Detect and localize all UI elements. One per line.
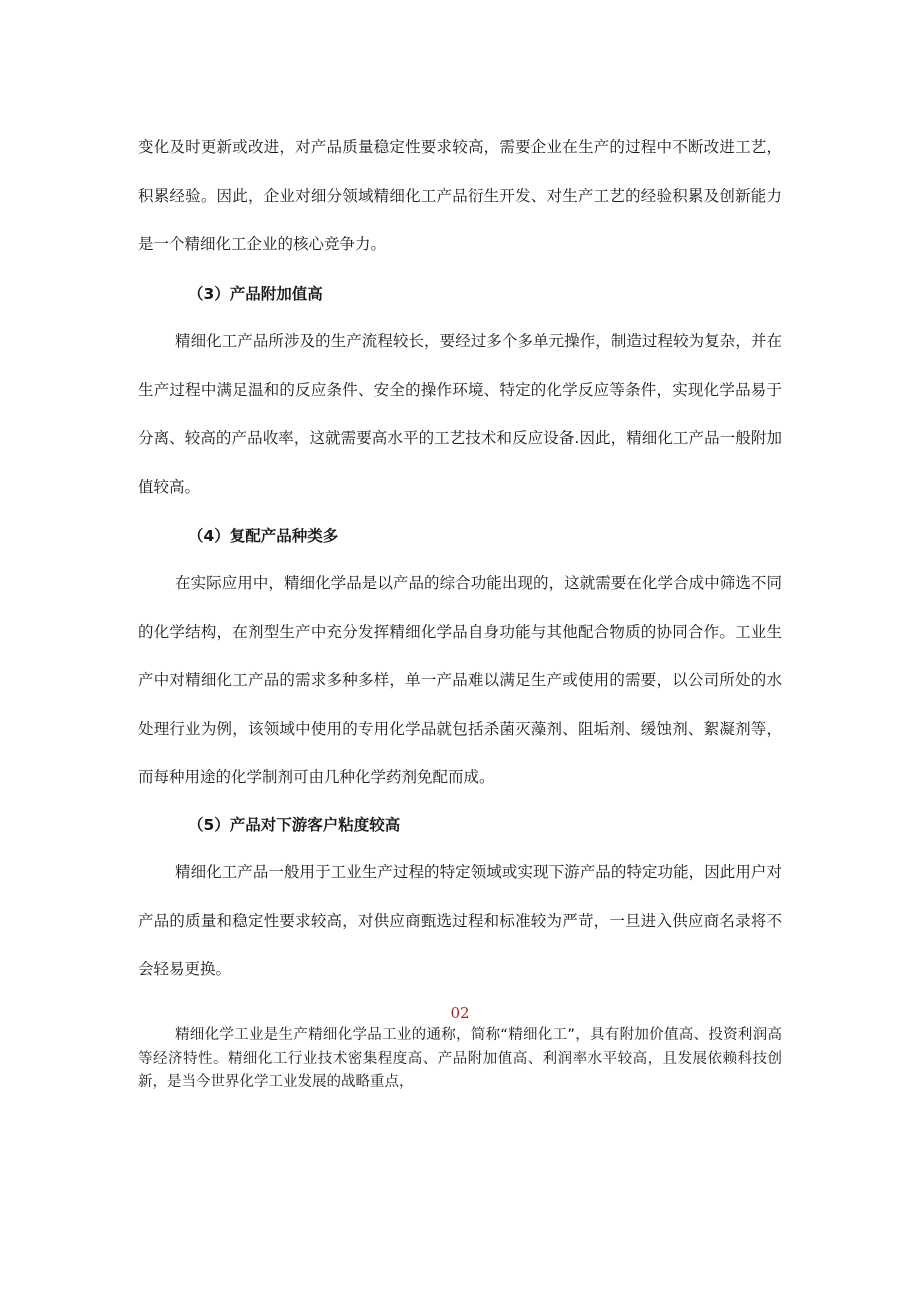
paragraph-customer-stickiness: 精细化工产品一般用于工业生产过程的特定领域或实现下游产品的特定功能，因此用户对产品的质量和稳定性要求较高，对供应商甄选过程和标准较为严苛，一旦进入供应商名录将不会轻易更换。 [138, 863, 782, 978]
paragraph-fine-chemical-industry: 精细化学工业是生产精细化学品工业的通称，简称“精细化工”，具有附加价值高、投资利润高等经济特性。精细化工行业技术密集程度高、产品附加值高、利润率水平较高，且发展依赖科技创新，是当今世界化学工业发展的战略重点， [138, 1027, 782, 1090]
paragraph-core-competitiveness: 变化及时更新或改进，对产品质量稳定性要求较高，需要企业在生产的过程中不断改进工艺，积累经验。因此，企业对细分领域精细化工产品衍生开发、对生产工艺的经验积累及创新能力是一个精细化工企业的核心竞争力。 [138, 138, 782, 253]
heading-high-added-value: （3）产品附加值高 [188, 285, 323, 303]
paragraph-compound-products: 在实际应用中，精细化学品是以产品的综合功能出现的，这就需要在化学合成中筛选不同的化学结构，在剂型生产中充分发挥精细化学品自身功能与其他配合物质的协同合作。工业生产中对精细化工产品的需求多种多样，单一产品难以满足生产或使用的需要，以公司所处的水处理行业为例，该领域中使用的专用化学品就包括杀菌灭藻剂、阻垢剂、缓蚀剂、絮凝剂等，而每种用途的化学制剂可由几种化学药剂免配而成。 [138, 574, 782, 786]
heading-customer-stickiness: （5）产品对下游客户粘度较高 [188, 816, 401, 834]
paragraph-high-added-value: 精细化工产品所涉及的生产流程较长，要经过多个多单元操作，制造过程较为复杂，并在生产过程中满足温和的反应条件、安全的操作环境、特定的化学反应等条件，实现化学品易于分离、较高的产品收率，这就需要高水平的工艺技术和反应设备.因此，精细化工产品一般附加值较高。 [138, 332, 782, 496]
heading-compound-products: （4）复配产品种类多 [188, 527, 339, 545]
section-number: 02 [450, 1004, 470, 1022]
